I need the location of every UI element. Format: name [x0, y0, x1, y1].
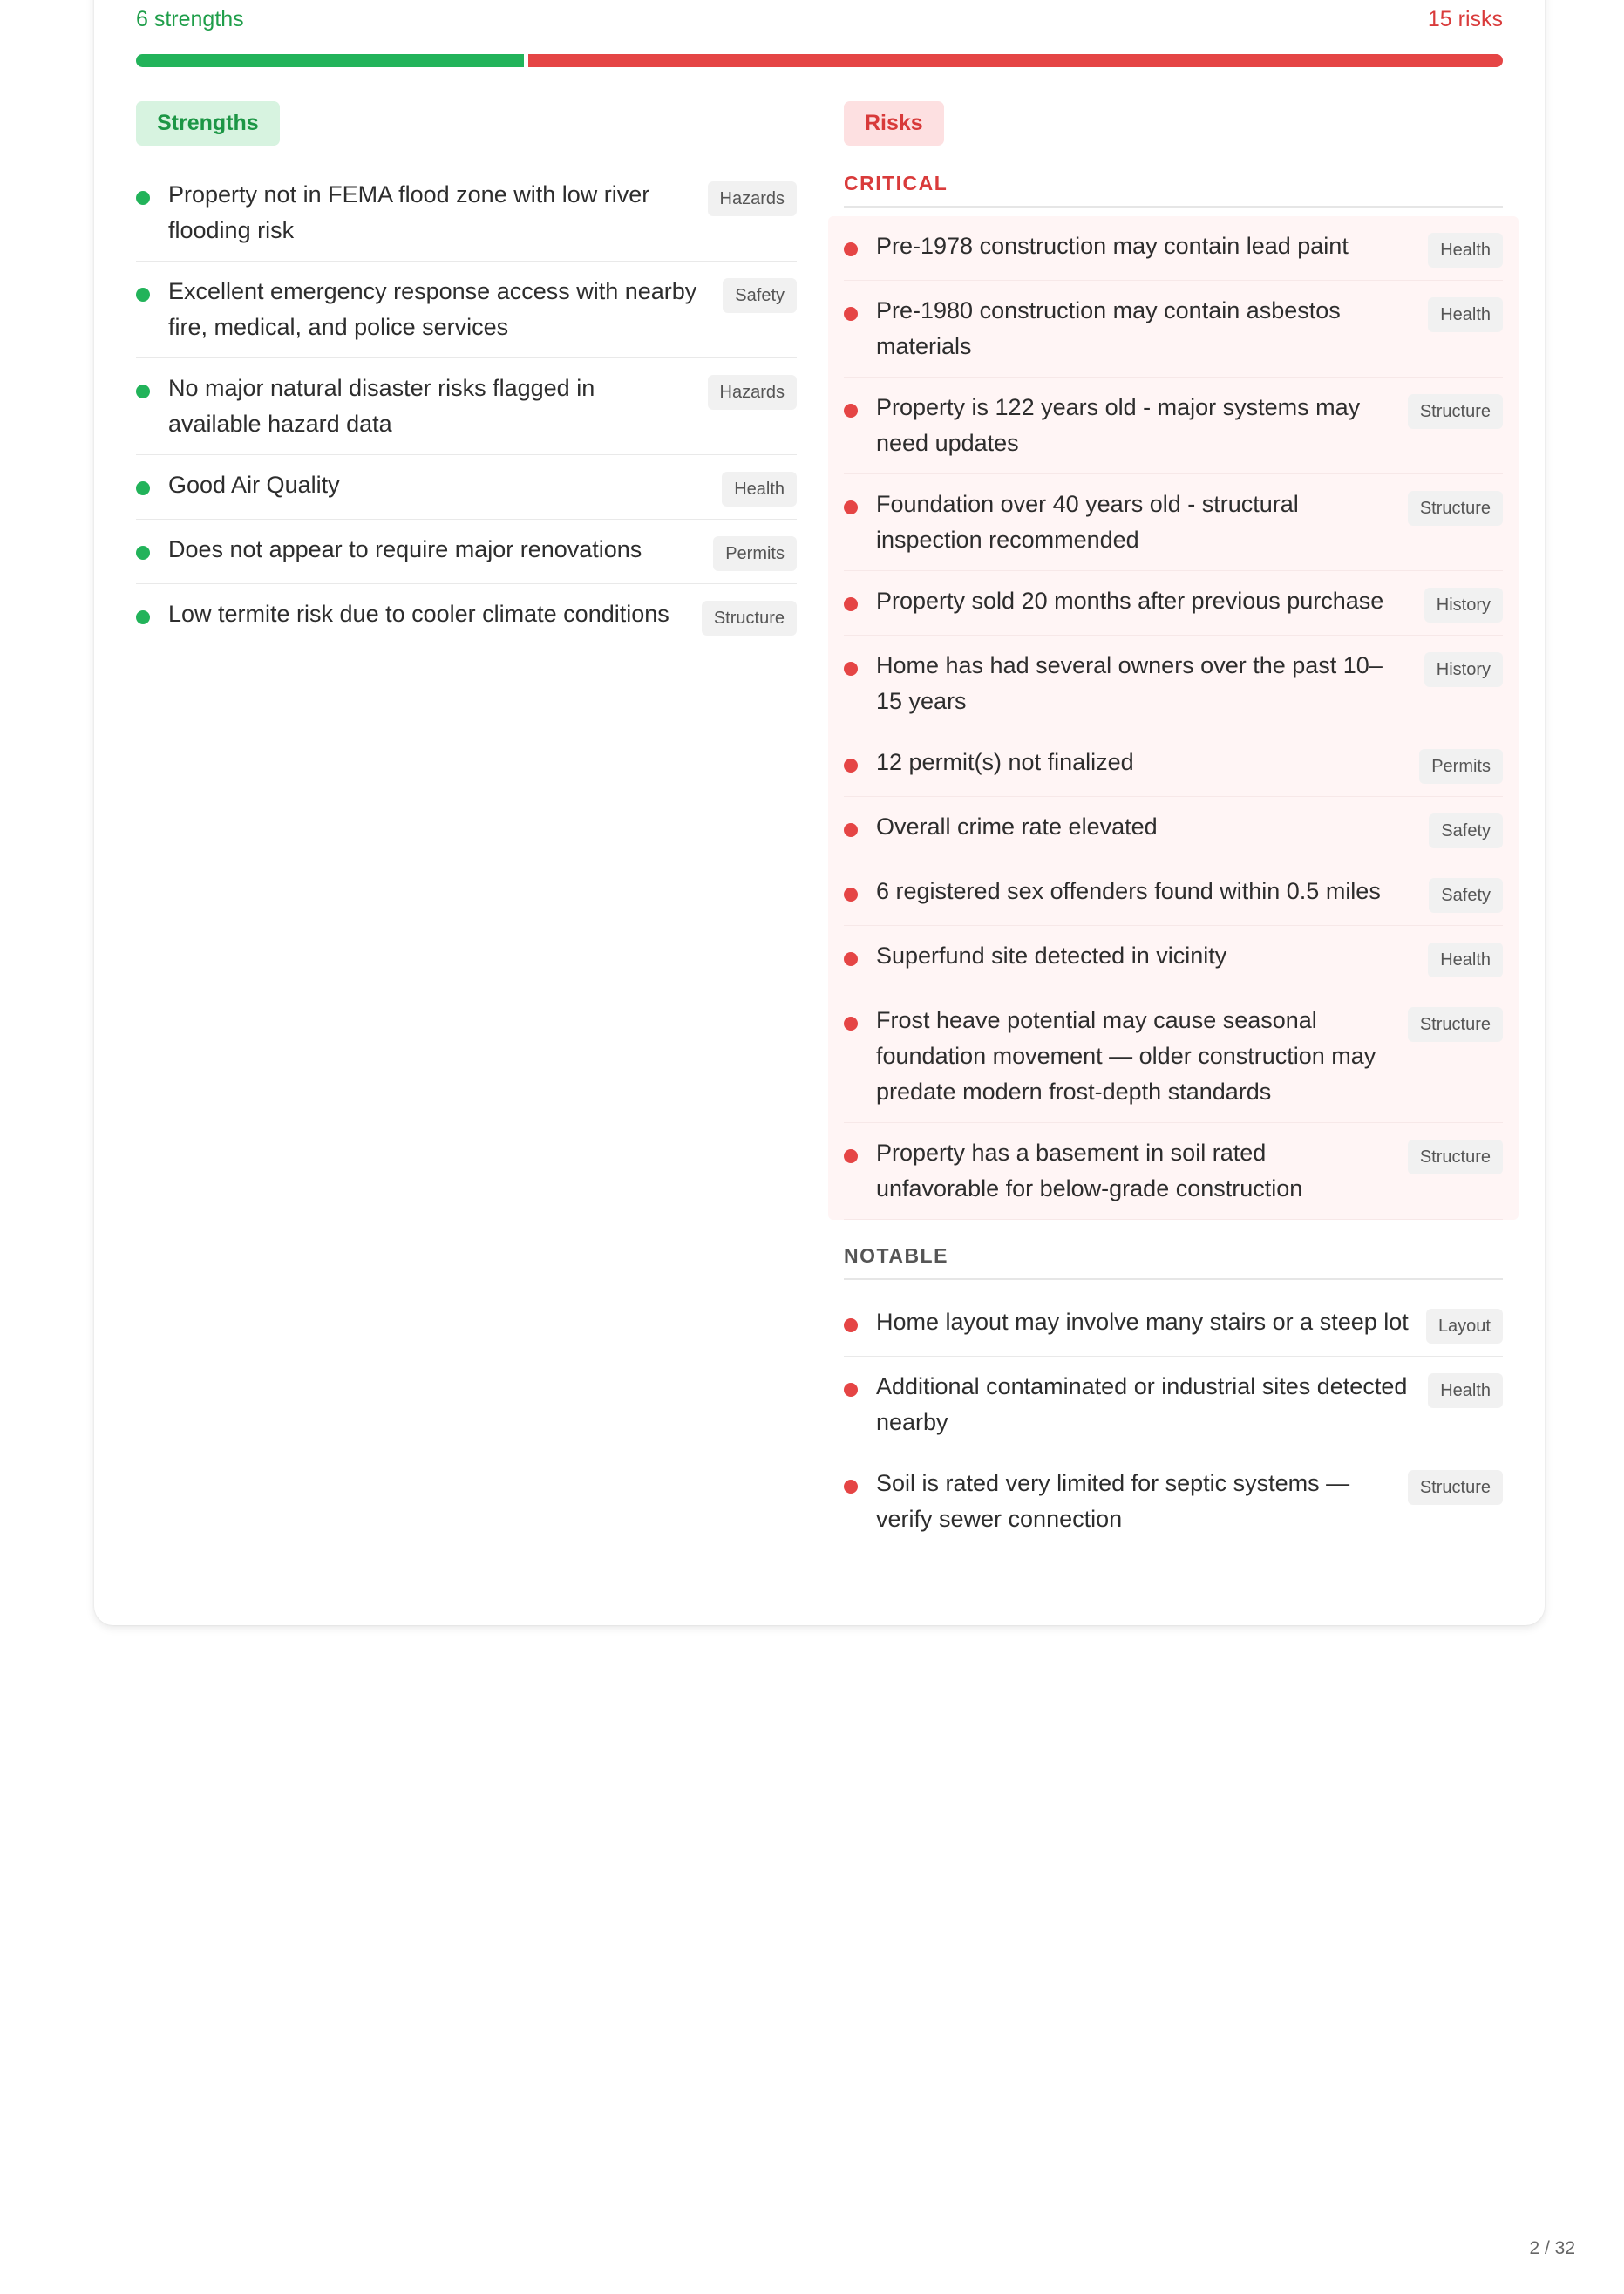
critical-section-title: CRITICAL	[844, 172, 1503, 208]
notable-risks-list	[844, 1292, 1503, 1549]
strength-bullet-icon	[136, 610, 150, 624]
strength-item	[136, 455, 797, 520]
critical-risk-item-text: Property has a basement in soil rated unfavorable for below-grade construction	[876, 1140, 1303, 1201]
critical-risk-category-tag: Health	[1428, 233, 1503, 268]
notable-risk-category-tag: Health	[1428, 1373, 1503, 1408]
critical-risk-bullet-icon	[844, 404, 858, 418]
strength-item-text: Excellent emergency response access with nearby fire, medical, and police services	[168, 278, 697, 340]
critical-risk-category-tag: Safety	[1429, 878, 1503, 913]
critical-risk-item-text: Home has had several owners over the past 10–15 years	[876, 652, 1383, 714]
critical-risk-category-tag: History	[1424, 588, 1503, 623]
critical-risk-item-text: Property sold 20 months after previous purchase	[876, 588, 1384, 614]
strengths-column	[136, 101, 797, 648]
strengths-list	[136, 165, 797, 648]
strength-bullet-icon	[136, 481, 150, 495]
critical-risk-item-text: Frost heave potential may cause seasonal foundation movement — older construction may predate modern frost-depth standards	[876, 1007, 1376, 1105]
critical-risk-item-text: Pre-1980 construction may contain asbestos materials	[876, 297, 1341, 359]
critical-risk-bullet-icon	[844, 662, 858, 676]
strength-category-tag: Hazards	[708, 181, 797, 216]
critical-risk-bullet-icon	[844, 952, 858, 966]
notable-risk-item-text: Soil is rated very limited for septic systems — verify sewer connection	[876, 1470, 1350, 1532]
strength-category-tag: Structure	[702, 601, 797, 636]
critical-risk-bullet-icon	[844, 500, 858, 514]
critical-risk-category-tag: Health	[1428, 297, 1503, 332]
strength-item-text: Low termite risk due to cooler climate conditions	[168, 601, 669, 627]
critical-risk-bullet-icon	[844, 597, 858, 611]
strength-item	[136, 584, 797, 648]
critical-risk-item-text: Foundation over 40 years old - structural inspection recommended	[876, 491, 1299, 553]
notable-risk-item-text: Home layout may involve many stairs or a steep lot	[876, 1309, 1409, 1335]
strengths-bar-segment	[136, 54, 524, 67]
report-card-content	[136, 0, 1503, 1532]
strength-bullet-icon	[136, 546, 150, 560]
notable-risk-category-tag: Layout	[1426, 1309, 1503, 1344]
critical-risk-category-tag: Structure	[1408, 394, 1503, 429]
risks-count: 15 risks	[1427, 7, 1503, 31]
critical-risk-item	[844, 732, 1503, 797]
strengths-count: 6 strengths	[136, 7, 244, 31]
risks-bar-segment	[528, 54, 1503, 67]
critical-risk-category-tag: Structure	[1408, 491, 1503, 526]
strength-item-text: No major natural disaster risks flagged in available hazard data	[168, 375, 595, 437]
notable-risk-item	[844, 1357, 1503, 1453]
critical-risk-item	[844, 926, 1503, 990]
strength-bullet-icon	[136, 385, 150, 398]
critical-risk-item-text: Superfund site detected in vicinity	[876, 943, 1227, 969]
critical-risk-category-tag: Health	[1428, 943, 1503, 977]
strength-item-text: Does not appear to require major renovations	[168, 536, 642, 562]
strength-bullet-icon	[136, 191, 150, 205]
report-card	[94, 0, 1545, 1625]
notable-risk-bullet-icon	[844, 1480, 858, 1494]
strengths-heading: Strengths	[136, 101, 280, 146]
critical-risk-bullet-icon	[844, 759, 858, 773]
strength-category-tag: Safety	[723, 278, 797, 313]
critical-risk-category-tag: Safety	[1429, 813, 1503, 848]
strength-risk-ratio-bar	[136, 54, 1503, 67]
critical-risk-item-text: 6 registered sex offenders found within 0.5 miles	[876, 878, 1381, 904]
critical-risk-category-tag: Structure	[1408, 1140, 1503, 1174]
critical-risk-item-text: Overall crime rate elevated	[876, 813, 1158, 840]
critical-risk-category-tag: Structure	[1408, 1007, 1503, 1042]
strength-item-text: Good Air Quality	[168, 472, 340, 498]
critical-risk-item	[844, 378, 1503, 474]
critical-risk-item-text: Property is 122 years old - major systems may need updates	[876, 394, 1361, 456]
critical-risk-category-tag: Permits	[1419, 749, 1503, 784]
notable-risk-bullet-icon	[844, 1318, 858, 1332]
critical-risk-category-tag: History	[1424, 652, 1503, 687]
page-indicator: 2 / 32	[1529, 2238, 1575, 2258]
critical-risk-item	[844, 281, 1503, 378]
risks-heading: Risks	[844, 101, 944, 146]
notable-risk-item-text: Additional contaminated or industrial sites detected nearby	[876, 1373, 1408, 1435]
critical-risk-bullet-icon	[844, 242, 858, 256]
critical-risk-bullet-icon	[844, 1149, 858, 1163]
strength-bullet-icon	[136, 288, 150, 302]
critical-risk-bullet-icon	[844, 1017, 858, 1031]
critical-risk-item	[844, 1123, 1503, 1220]
strength-item	[136, 358, 797, 455]
critical-risk-item	[844, 861, 1503, 926]
summary-counts	[136, 0, 1503, 45]
strength-item-text: Property not in FEMA flood zone with low river flooding risk	[168, 181, 650, 243]
strength-category-tag: Hazards	[708, 375, 797, 410]
critical-risk-item	[844, 990, 1503, 1123]
notable-risk-category-tag: Structure	[1408, 1470, 1503, 1505]
critical-risk-bullet-icon	[844, 888, 858, 902]
critical-risk-bullet-icon	[844, 307, 858, 321]
notable-risk-item	[844, 1292, 1503, 1357]
notable-section-title: NOTABLE	[844, 1244, 1503, 1280]
critical-risk-item	[844, 216, 1503, 281]
strength-item	[136, 262, 797, 358]
notable-risk-bullet-icon	[844, 1383, 858, 1397]
critical-risk-item	[844, 571, 1503, 636]
strength-category-tag: Health	[722, 472, 797, 507]
strength-item	[136, 165, 797, 262]
critical-risk-item	[844, 474, 1503, 571]
critical-risk-item-text: Pre-1978 construction may contain lead paint	[876, 233, 1349, 259]
notable-risk-item	[844, 1453, 1503, 1549]
strength-category-tag: Permits	[713, 536, 797, 571]
risks-column	[844, 101, 1503, 1549]
critical-risk-item	[844, 797, 1503, 861]
critical-risk-bullet-icon	[844, 823, 858, 837]
strength-item	[136, 520, 797, 584]
critical-risk-item-text: 12 permit(s) not finalized	[876, 749, 1134, 775]
critical-risks-box	[828, 216, 1519, 1220]
critical-risks-list	[844, 216, 1503, 1220]
critical-risk-item	[844, 636, 1503, 732]
